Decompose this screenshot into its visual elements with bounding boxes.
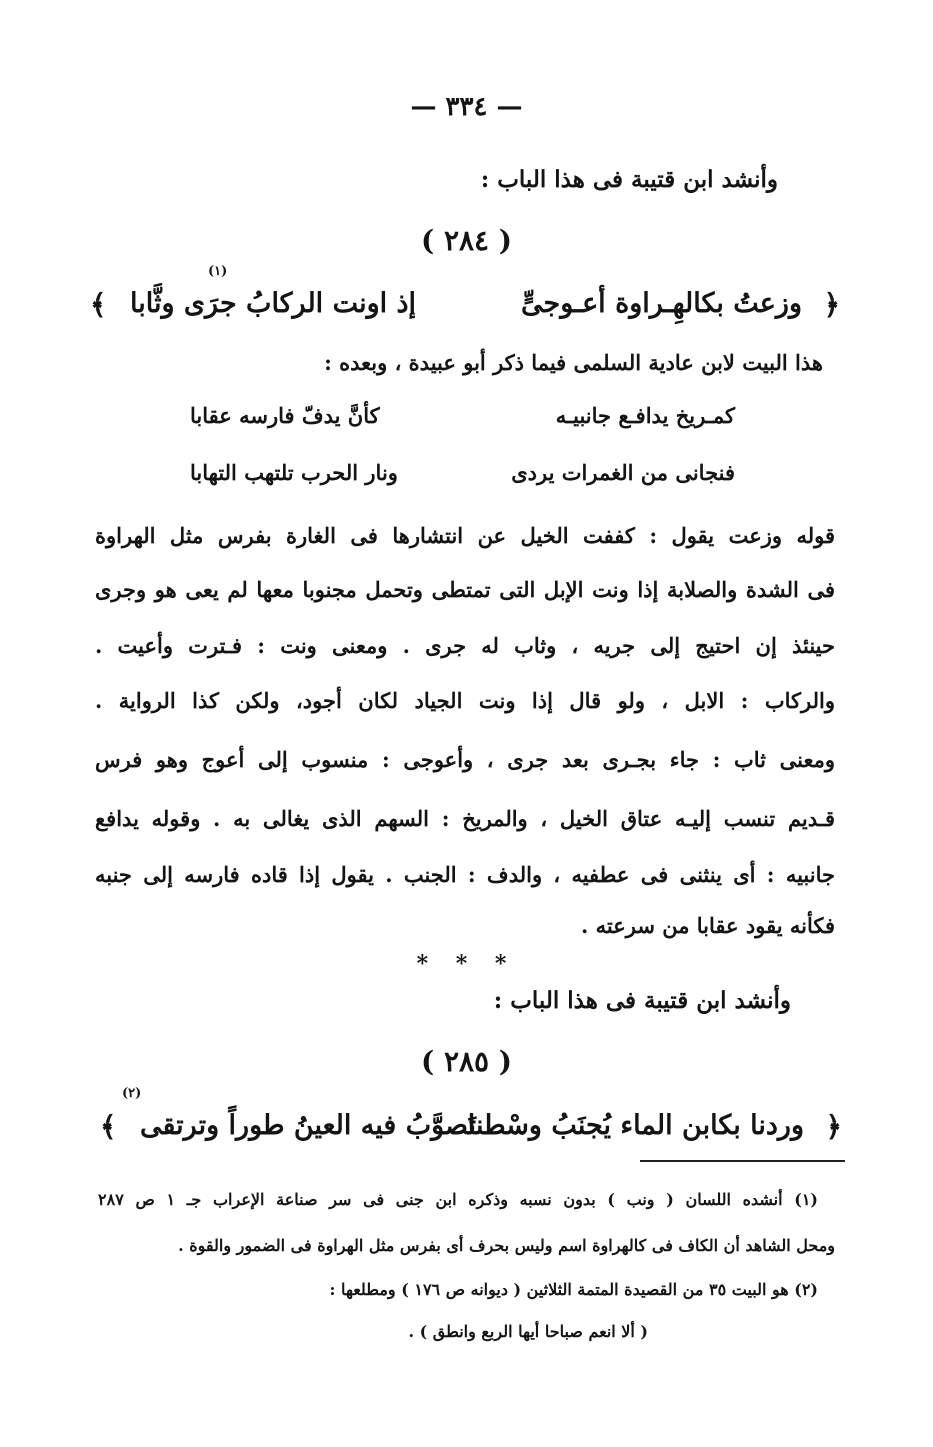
verse-hemistich-left: إذ اونت الركابُ جرَى وثَّابا <box>130 288 417 319</box>
commentary-line-3: حينئذ إن احتيج إلى جريه ، وثاب له جرى . ومعنى ونت : فـترت وأعيت . <box>95 633 835 658</box>
footnote-1-line-1: (١) أنشده اللسان ( ونب ) بدون نسبه وذكره ابن جنى فى سر صناعة الإعراب جـ ١ ص ٢٨٧ <box>98 1190 818 1209</box>
poem-number-284: ( ٢٨٤ ) <box>420 224 513 257</box>
verse-hemistich-left: تَصوَّبُ فيه العينُ طوراً وترتقى <box>140 1110 476 1141</box>
commentary-line-2: فى الشدة والصلابة إذا ونت الإبل التى تمتطى وتحمل مجنوبا معها لم يعى هو وجرى <box>95 577 835 602</box>
footnote-mark-2: (٢) <box>122 1086 142 1101</box>
verse-close-bracket: ﴾ <box>100 1110 117 1143</box>
attribution-line: هذا البيت لابن عادية السلمى فيما ذكر أبو عبيدة ، وبعده : <box>324 350 823 375</box>
commentary-line-7: جانبيه : أى ينثنى فى عطفيه ، والدف : الجنب . يقول إذا قاده فارسه إلى جنبه <box>95 862 835 887</box>
commentary-line-1: قوله وزعت يقول : كففت الخيل عن انتشارها فى الغارة بفرس مثل الهراوة <box>95 523 835 548</box>
commentary-line-6: قـديم تنسب إليـه عتاق الخيل ، والمريخ : السهم الذى يغالى به . وقوله يدافع <box>95 806 835 831</box>
commentary-line-4: والركاب : الابل ، ولو قال إذا ونت الجياد لكان أجود، ولكن كذا الرواية . <box>95 688 835 713</box>
footnote-2-line-2: ( ألا انعم صباحا أيها الربع وانطق ) . <box>408 1322 648 1341</box>
footnote-1-line-2: ومحل الشاهد أن الكاف فى كالهراوة اسم وليس بحرف أى بفرس مثل الهراوة فى الضمور والقوة . <box>178 1236 835 1255</box>
section-separator: * * * <box>416 951 517 977</box>
verse-hemistich-right: وزعتُ بكالهِـراوة أعـوجىٍّ <box>521 288 802 319</box>
couplet-2-left: ونار الحرب تلتهب التهابا <box>190 460 398 485</box>
poem-number-285: ( ٢٨٥ ) <box>420 1045 513 1078</box>
verse-close-bracket: ﴾ <box>90 288 107 321</box>
couplet-2-right: فنجانى من الغمرات يردى <box>511 460 735 485</box>
couplet-1-left: كأنَّ يدفّ فارسه عقابا <box>190 403 380 428</box>
section-intro-1: وأنشد ابن قتيبة فى هذا الباب : <box>480 166 778 193</box>
verse-open-bracket: ﴿ <box>823 288 840 321</box>
page-number: — ٣٣٤ — <box>410 92 523 122</box>
couplet-1-right: كمـريخ يدافـع جانبيـه <box>555 403 735 428</box>
verse-284 <box>90 264 840 332</box>
verse-285 <box>100 1086 842 1154</box>
verse-open-bracket: ﴿ <box>825 1110 842 1143</box>
verse-hemistich-right: وردنا بكابن الماء يُجنَبُ وسْطنا <box>467 1110 804 1141</box>
footnote-2-line-1: (٢) هو البيت ٣٥ من القصيدة المتمة الثلاثين ( ديوانه ص ١٧٦ ) ومطلعها : <box>329 1280 818 1299</box>
commentary-line-8: فكأنه يقود عقابا من سرعته . <box>580 913 835 938</box>
commentary-line-5: ومعنى ثاب : جاء بجـرى بعد جرى ، وأعوجى : منسوب إلى أعوج وهو فرس <box>95 747 835 772</box>
section-intro-2: وأنشد ابن قتيبة فى هذا الباب : <box>493 987 791 1014</box>
footnote-separator-rule <box>640 1160 845 1162</box>
footnote-mark-1: (١) <box>208 264 228 279</box>
